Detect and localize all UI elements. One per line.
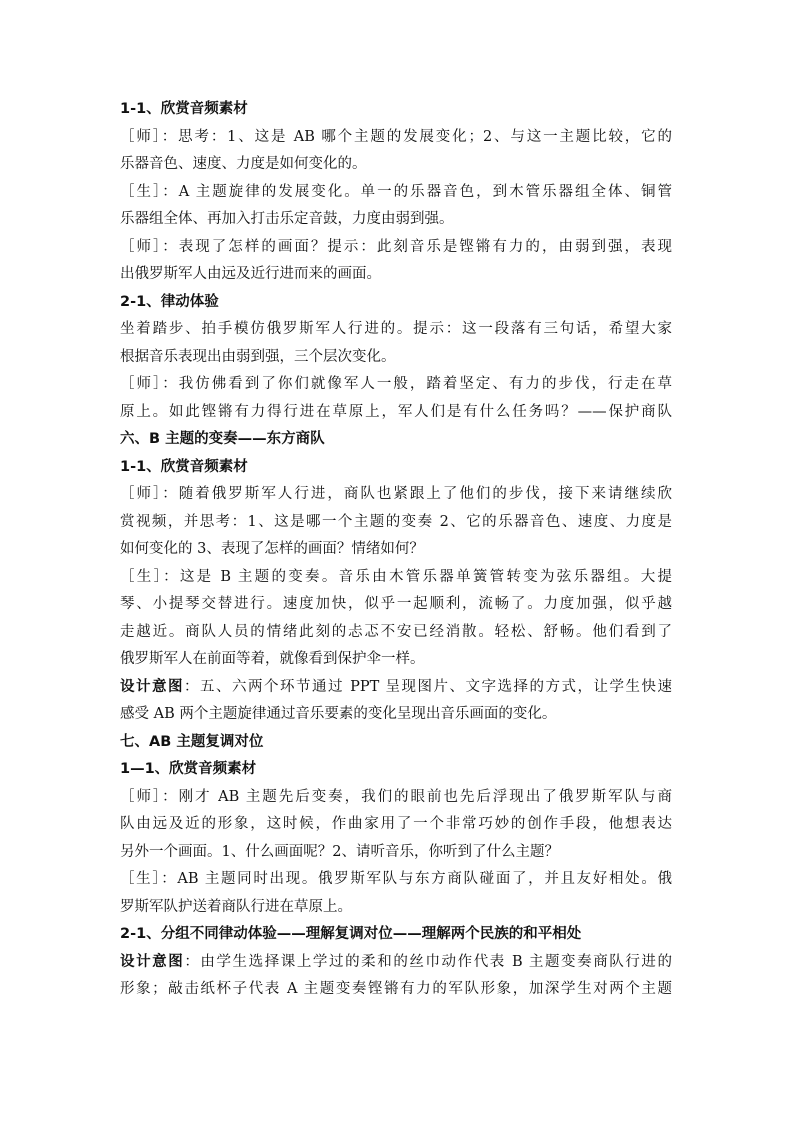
text-line: 赏视频，并思考：1、这是哪一个主题的变奏 2、它的乐器音色、速度、力度是 bbox=[120, 513, 672, 530]
text-line: 乐器音色、速度、力度是如何变化的。 bbox=[120, 156, 367, 172]
text-line: ［生］：AB 主题同时出现。俄罗斯军队与东方商队碰面了，并且友好相处。俄 bbox=[120, 871, 672, 887]
section-heading: 1-1、欣赏音频素材 bbox=[120, 101, 248, 117]
text-line: 出俄罗斯军人由远及近行进而来的画面。 bbox=[120, 266, 381, 282]
text-line: ［师］：我仿佛看到了你们就像军人一般，踏着坚定、有力的步伐，行走在草 bbox=[120, 376, 672, 392]
text-line: 形象；敲击纸杯子代表 A 主题变奏铿锵有力的军队形象，加深学生对两个主题 bbox=[120, 981, 672, 997]
paragraph bbox=[120, 179, 672, 234]
text-line: ［师］：表现了怎样的画面？提示：此刻音乐是铿锵有力的，由弱到强，表现 bbox=[120, 238, 672, 255]
paragraph bbox=[120, 316, 672, 371]
text-line bbox=[120, 674, 672, 702]
design-intent-label: 设计意图 bbox=[120, 678, 185, 695]
text-run: ：由学生选择课上学过的柔和的丝巾动作代表 B 主题变奏商队行进的 bbox=[184, 953, 672, 970]
text-line: ［生］：A 主题旋律的发展变化。单一的乐器音色，到木管乐器组全体、铜管 bbox=[120, 183, 672, 200]
design-intent-label: 设计意图 bbox=[120, 953, 185, 970]
text-line: 罗斯军队护送着商队行进在草原上。 bbox=[120, 898, 352, 915]
text-line: 根据音乐表现出由弱到强，三个层次变化。 bbox=[120, 348, 396, 365]
section-heading: 七、AB 主题复调对位 bbox=[120, 733, 264, 750]
text-line: 如何变化的 3、表现了怎样的画面？情绪如何？ bbox=[120, 541, 424, 557]
text-line: 原上。如此铿锵有力得行进在草原上，军人们是有什么任务吗？——保护商队 bbox=[120, 403, 672, 420]
design-intent-paragraph bbox=[120, 674, 672, 729]
section-heading: 1-1、欣赏音频素材 bbox=[120, 458, 248, 475]
text-line: 另外一个画面。1、什么画面呢？2、请听音乐，你听到了什么主题？ bbox=[120, 843, 559, 860]
paragraph bbox=[120, 784, 672, 867]
paragraph bbox=[120, 371, 672, 426]
text-run: ：五、六两个环节通过 PPT 呈现图片、文字选择的方式，让学生快速 bbox=[184, 678, 672, 695]
section-heading: 1—1、欣赏音频素材 bbox=[120, 761, 257, 777]
paragraph bbox=[120, 481, 672, 564]
section-heading: 2-1、律动体验 bbox=[120, 293, 219, 310]
text-line: ［师］：随着俄罗斯军人行进，商队也紧跟上了他们的步伐，接下来请继续欣 bbox=[120, 486, 672, 502]
paragraph bbox=[120, 234, 672, 289]
paragraph bbox=[120, 564, 672, 674]
text-line: 乐器组全体、再加入打击乐定音鼓，力度由弱到强。 bbox=[120, 211, 454, 227]
text-line: ［师］：刚才 AB 主题先后变奏，我们的眼前也先后浮现出了俄罗斯军队与商 bbox=[120, 788, 672, 805]
text-line bbox=[120, 949, 672, 977]
text-line: 坐着踏步、拍手模仿俄罗斯军人行进的。提示：这一段落有三句话，希望大家 bbox=[120, 321, 672, 337]
text-line: 走越近。商队人员的情绪此刻的忐忑不安已经消散。轻松、舒畅。他们看到了 bbox=[120, 623, 672, 640]
design-intent-paragraph bbox=[120, 949, 672, 1004]
text-line: 感受 AB 两个主题旋律通过音乐要素的变化呈现出音乐画面的变化。 bbox=[120, 706, 557, 722]
text-line: 琴、小提琴交替进行。速度加快，似乎一起顺利，流畅了。力度加强，似乎越 bbox=[120, 596, 672, 612]
section-heading: 六、B 主题的变奏——东方商队 bbox=[120, 431, 325, 447]
paragraph bbox=[120, 124, 672, 179]
document-page bbox=[120, 96, 672, 1004]
text-line: ［生］：这是 B 主题的变奏。音乐由木管乐器单簧管转变为弦乐器组。大提 bbox=[120, 568, 672, 585]
paragraph bbox=[120, 866, 672, 921]
text-line: 队由远及近的形象，这时候，作曲家用了一个非常巧妙的创作手段，他想表达 bbox=[120, 816, 672, 832]
section-heading: 2-1、分组不同律动体验——理解复调对位——理解两个民族的和平相处 bbox=[120, 926, 582, 942]
text-line: 俄罗斯军人在前面等着，就像看到保护伞一样。 bbox=[120, 651, 425, 667]
text-line: ［师］：思考：1、这是 AB 哪个主题的发展变化；2、与这一主题比较，它的 bbox=[120, 128, 672, 145]
